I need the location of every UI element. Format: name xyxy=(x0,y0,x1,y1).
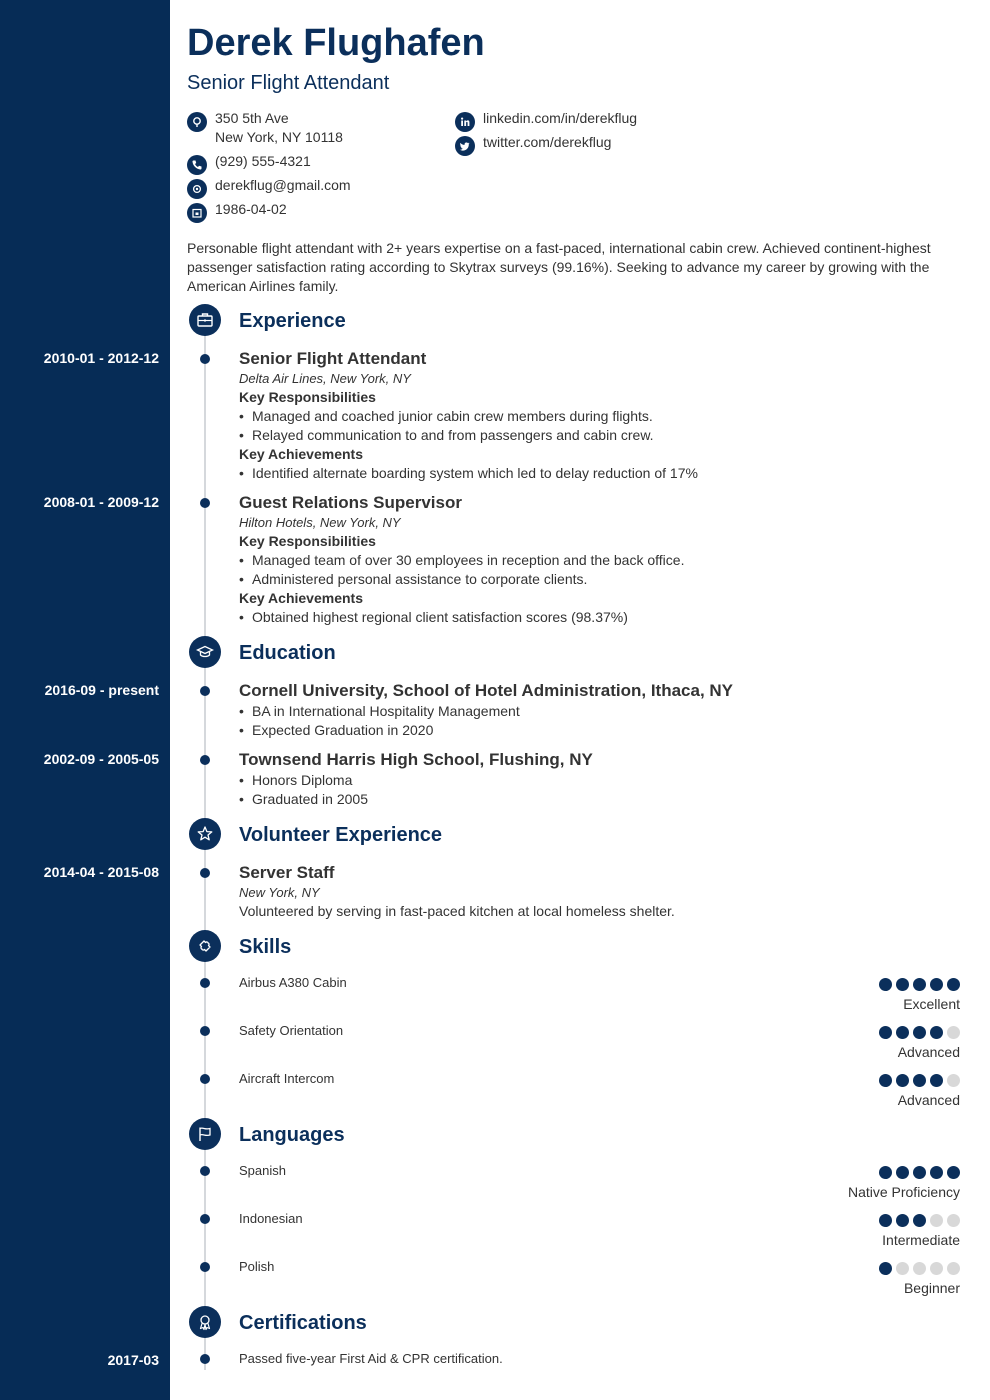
timeline-dot xyxy=(200,1074,210,1084)
rating-dot-filled xyxy=(947,978,960,991)
award-icon xyxy=(189,1306,221,1338)
twitter-icon xyxy=(455,136,475,156)
timeline-dot xyxy=(200,1354,210,1364)
timeline-dot xyxy=(200,686,210,696)
puzzle-icon xyxy=(189,930,221,962)
responsibility-item: • Managed and coached junior cabin crew members during flights. xyxy=(239,408,653,424)
section-title-skills: Skills xyxy=(239,936,292,958)
candidate-name: Derek Flughafen xyxy=(187,22,485,64)
responsibility-item: • Managed team of over 30 employees in reception and the back office. xyxy=(239,552,684,568)
phone[interactable]: (929) 555-4321 xyxy=(215,153,311,169)
language-name: Indonesian xyxy=(239,1211,303,1226)
email[interactable]: derekflug@gmail.com xyxy=(215,177,351,193)
education-date: 2002-09 - 2005-05 xyxy=(43,751,159,767)
rating-dot-filled xyxy=(879,1026,892,1039)
skill-name: Safety Orientation xyxy=(239,1023,344,1038)
timeline-dot xyxy=(200,1262,210,1272)
timeline-dot xyxy=(200,755,210,765)
timeline-dot xyxy=(200,498,210,508)
language-rating xyxy=(879,1214,960,1227)
experience-role: Guest Relations Supervisor xyxy=(239,493,462,512)
star-icon xyxy=(189,818,221,850)
rating-dot-filled xyxy=(879,1214,892,1227)
rating-dot-filled xyxy=(930,978,943,991)
achievements-label: Key Achievements xyxy=(239,446,363,462)
linkedin-link[interactable]: linkedin.com/in/derekflug xyxy=(483,110,638,126)
responsibilities-label: Key Responsibilities xyxy=(239,389,376,405)
calendar-icon xyxy=(187,203,207,223)
rating-dot-filled xyxy=(930,1166,943,1179)
experience-date: 2008-01 - 2009-12 xyxy=(43,494,159,510)
rating-dot-empty xyxy=(896,1262,909,1275)
location-pin-icon xyxy=(187,112,207,132)
timeline-dot xyxy=(200,868,210,878)
skill-rating xyxy=(879,1026,960,1039)
achievement-item: • Identified alternate boarding system which led to delay reduction of 17% xyxy=(239,465,698,481)
briefcase-icon xyxy=(189,304,221,336)
rating-dot-filled xyxy=(930,1026,943,1039)
skill-name: Airbus A380 Cabin xyxy=(239,975,347,990)
timeline-dot xyxy=(200,1214,210,1224)
experience-org: Delta Air Lines, New York, NY xyxy=(239,371,411,386)
achievement-item: • Obtained highest regional client satisfaction scores (98.37%) xyxy=(239,609,628,625)
rating-dot-filled xyxy=(879,1262,892,1275)
rating-dot-filled xyxy=(913,978,926,991)
sidebar xyxy=(0,0,170,1400)
volunteer-location: New York, NY xyxy=(239,885,320,900)
timeline-dot xyxy=(200,1026,210,1036)
job-title: Senior Flight Attendant xyxy=(187,72,390,94)
section-title-experience: Experience xyxy=(239,310,346,332)
rating-dot-filled xyxy=(913,1026,926,1039)
rating-dot-empty xyxy=(947,1262,960,1275)
email-icon xyxy=(187,179,207,199)
rating-dot-filled xyxy=(896,1026,909,1039)
address xyxy=(215,109,343,147)
language-level-label: Native Proficiency xyxy=(847,1184,960,1200)
rating-dot-filled xyxy=(930,1074,943,1087)
rating-dot-filled xyxy=(879,1166,892,1179)
rating-dot-filled xyxy=(913,1214,926,1227)
education-school: Cornell University, School of Hotel Administration, Ithaca, NY xyxy=(239,681,734,700)
language-level-label: Intermediate xyxy=(882,1232,960,1248)
rating-dot-filled xyxy=(896,978,909,991)
rating-dot-filled xyxy=(879,978,892,991)
timeline-dot xyxy=(200,354,210,364)
flag-icon xyxy=(189,1118,221,1150)
achievements-label: Key Achievements xyxy=(239,590,363,606)
responsibility-item: • Administered personal assistance to corporate clients. xyxy=(239,571,587,587)
rating-dot-filled xyxy=(896,1214,909,1227)
language-name: Spanish xyxy=(239,1163,286,1178)
education-detail: • Honors Diploma xyxy=(239,772,352,788)
certification-text: Passed five-year First Aid & CPR certification. xyxy=(239,1351,503,1366)
rating-dot-filled xyxy=(947,1166,960,1179)
section-title-education: Education xyxy=(239,642,336,664)
experience-date: 2010-01 - 2012-12 xyxy=(43,350,159,366)
skill-level-label: Advanced xyxy=(897,1092,960,1108)
responsibilities-label: Key Responsibilities xyxy=(239,533,376,549)
skill-level-label: Advanced xyxy=(897,1044,960,1060)
timeline-dot xyxy=(200,1166,210,1176)
phone-icon xyxy=(187,155,207,175)
language-name: Polish xyxy=(239,1259,275,1274)
section-title-certifications: Certifications xyxy=(239,1312,367,1334)
birthdate: 1986-04-02 xyxy=(215,201,287,217)
rating-dot-empty xyxy=(947,1214,960,1227)
education-date: 2016-09 - present xyxy=(44,682,159,698)
address-line-1: 350 5th Ave xyxy=(215,110,289,126)
volunteer-role: Server Staff xyxy=(239,863,335,882)
language-level-label: Beginner xyxy=(903,1280,960,1296)
rating-dot-empty xyxy=(947,1074,960,1087)
rating-dot-filled xyxy=(879,1074,892,1087)
skill-rating xyxy=(879,1074,960,1087)
rating-dot-empty xyxy=(913,1262,926,1275)
profile-summary: Personable flight attendant with 2+ years expertise on a fast-paced, international cabin crew. Achieved continent-highest passenger satisfaction rating according to Skytrax surveys (99.16%). Seeking to advance my career by growing with the American Airlines family. xyxy=(187,240,931,294)
rating-dot-empty xyxy=(930,1214,943,1227)
education-detail: • BA in International Hospitality Management xyxy=(239,703,520,719)
experience-org: Hilton Hotels, New York, NY xyxy=(239,515,401,530)
address-line-2: New York, NY 10118 xyxy=(215,129,343,145)
skill-level-label: Excellent xyxy=(903,996,960,1012)
education-detail: • Graduated in 2005 xyxy=(239,791,368,807)
volunteer-description: Volunteered by serving in fast-paced kitchen at local homeless shelter. xyxy=(239,903,675,919)
rating-dot-filled xyxy=(896,1166,909,1179)
section-title-volunteer: Volunteer Experience xyxy=(239,824,443,846)
rating-dot-empty xyxy=(947,1026,960,1039)
volunteer-date: 2014-04 - 2015-08 xyxy=(43,864,159,880)
responsibility-item: • Relayed communication to and from passengers and cabin crew. xyxy=(239,427,654,443)
experience-role: Senior Flight Attendant xyxy=(239,349,427,368)
section-title-languages: Languages xyxy=(239,1124,345,1146)
certification-date: 2017-03 xyxy=(107,1352,159,1368)
rating-dot-empty xyxy=(930,1262,943,1275)
rating-dot-filled xyxy=(913,1166,926,1179)
timeline-dot xyxy=(200,978,210,988)
skill-rating xyxy=(879,978,960,991)
education-detail: • Expected Graduation in 2020 xyxy=(239,722,433,738)
language-rating xyxy=(879,1166,960,1179)
language-rating xyxy=(879,1262,960,1275)
rating-dot-filled xyxy=(896,1074,909,1087)
education-school: Townsend Harris High School, Flushing, NY xyxy=(239,750,593,769)
graduation-cap-icon xyxy=(189,636,221,668)
rating-dot-filled xyxy=(913,1074,926,1087)
twitter-link[interactable]: twitter.com/derekflug xyxy=(483,134,612,150)
skill-name: Aircraft Intercom xyxy=(239,1071,335,1086)
linkedin-icon xyxy=(455,112,475,132)
